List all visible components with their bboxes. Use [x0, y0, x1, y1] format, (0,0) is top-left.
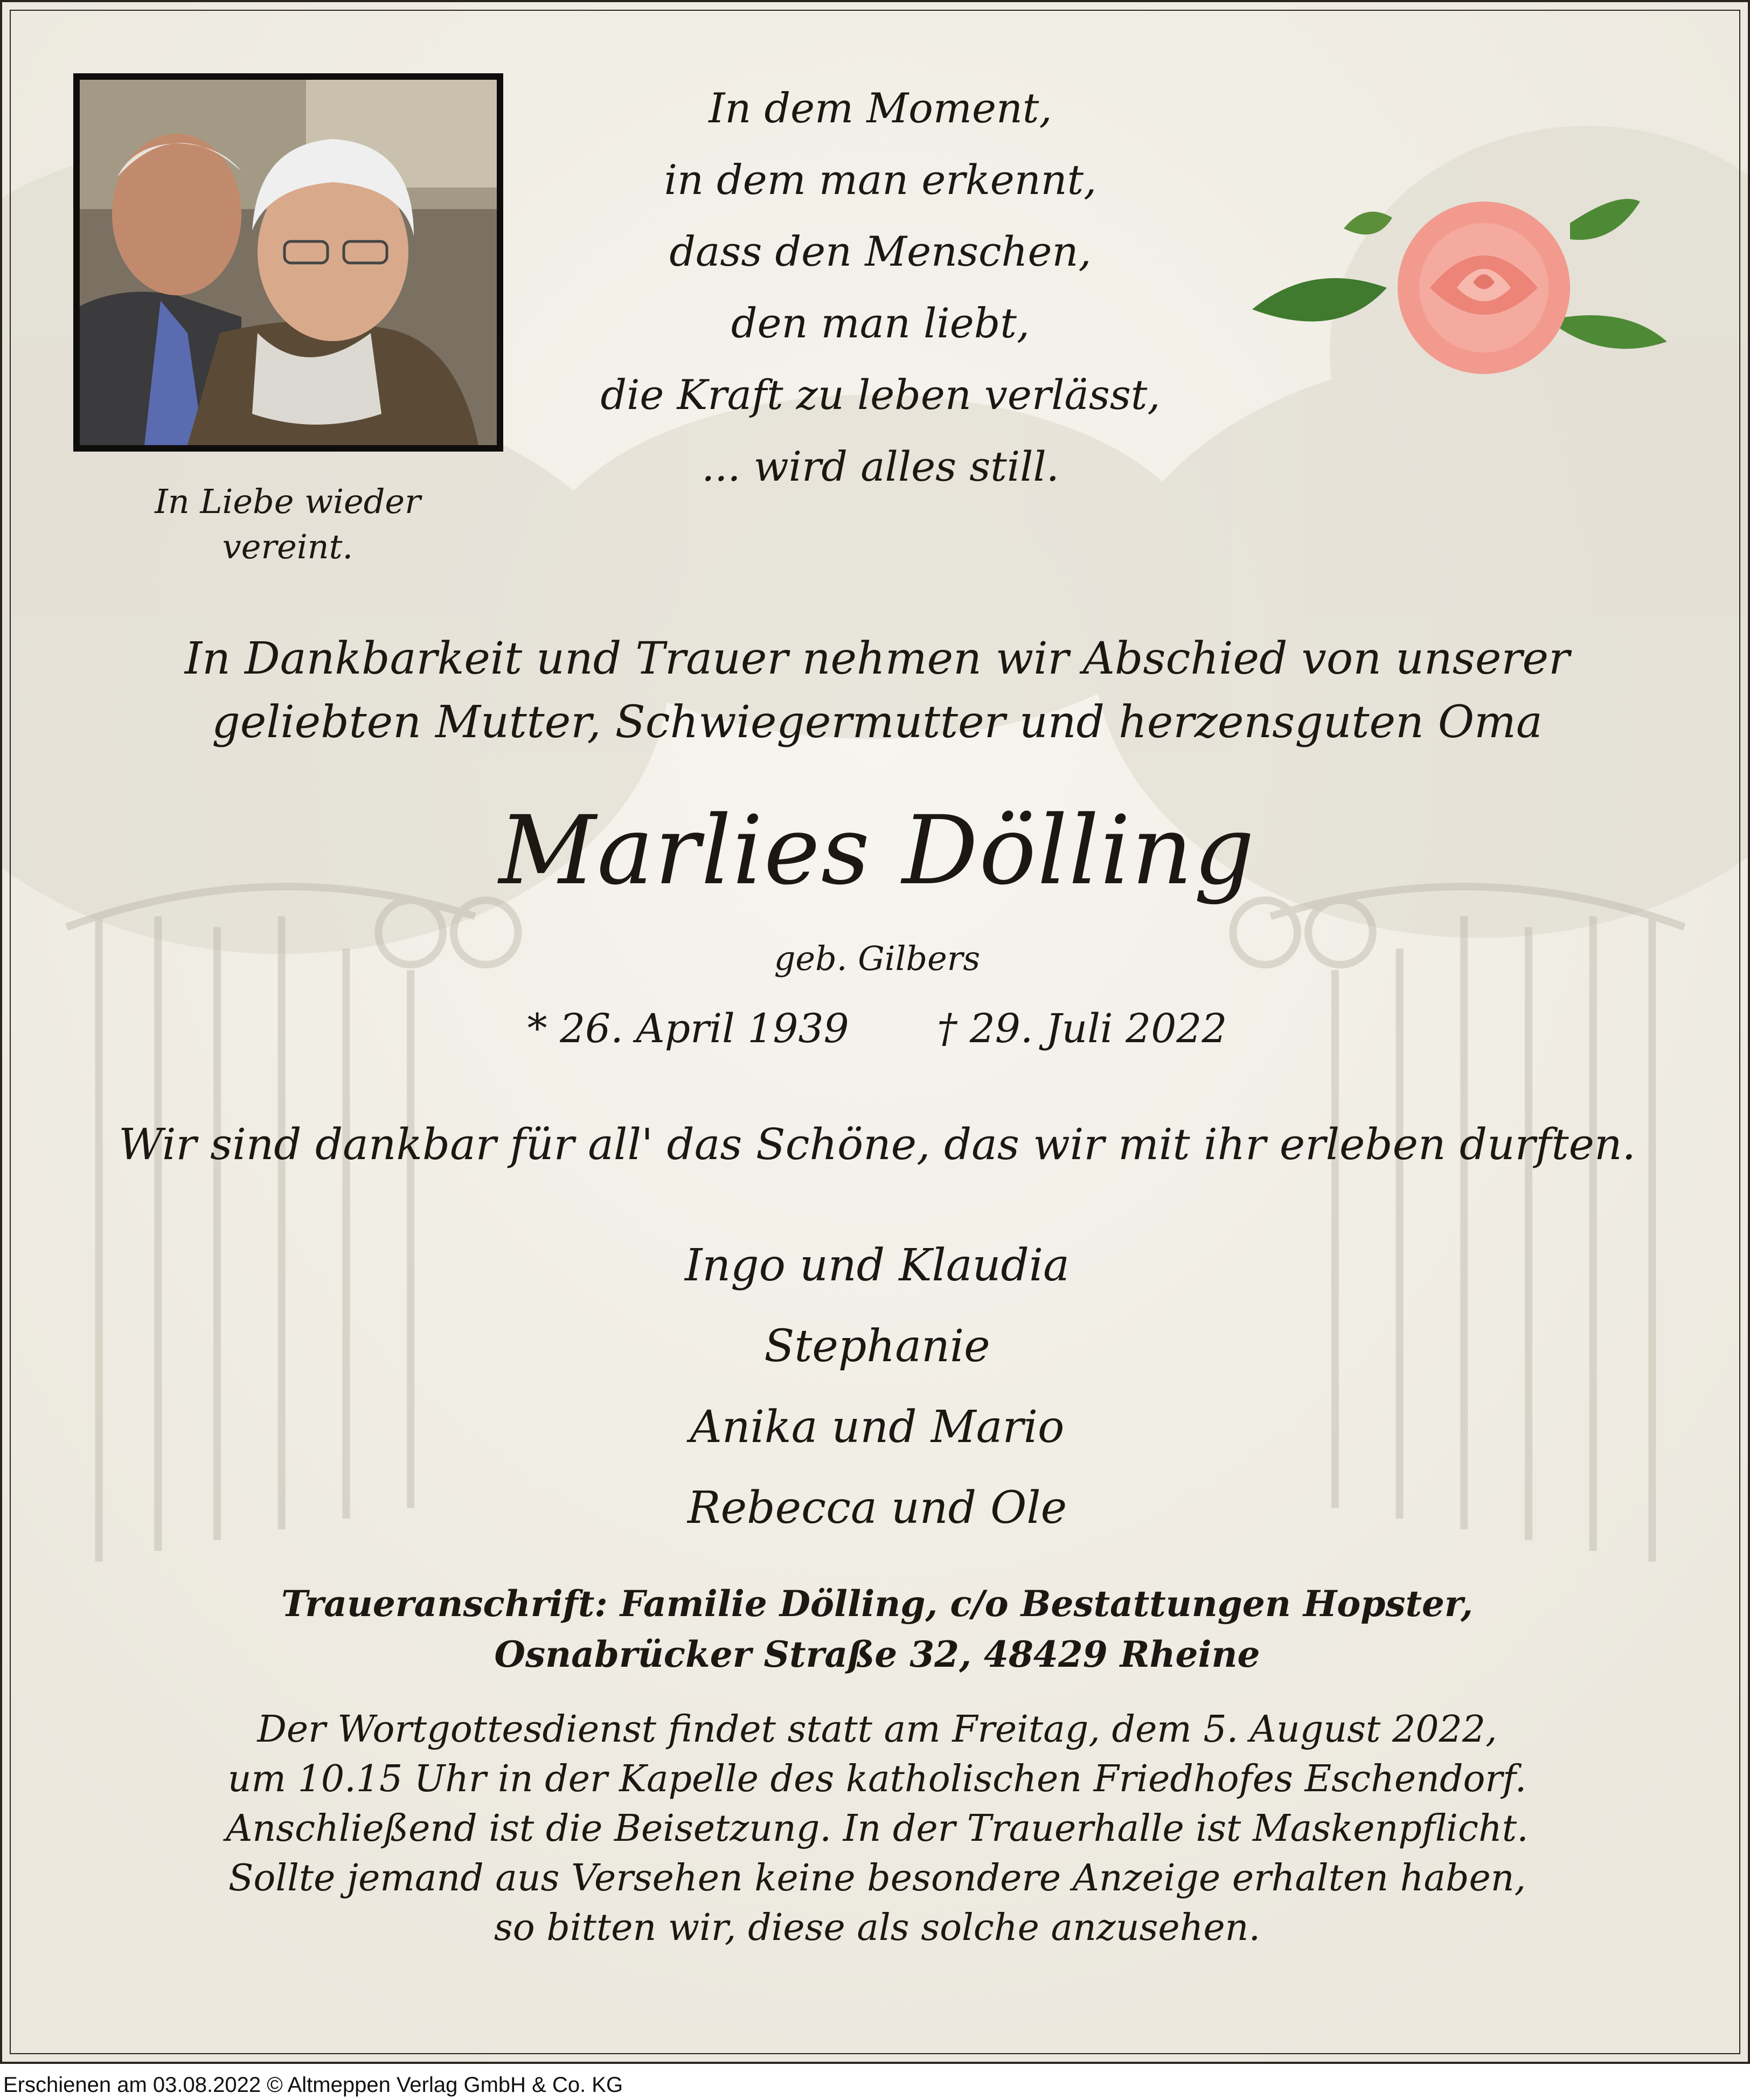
mourner-name: Stephanie — [764, 1321, 990, 1372]
service-line: um 10.15 Uhr in der Kapelle des katholischen Friedhofes Eschendorf. — [227, 1758, 1527, 1800]
address-line: Traueranschrift: Familie Dölling, c/o Bestattungen Hopster, — [281, 1583, 1473, 1625]
poem — [530, 72, 1231, 502]
death-date: † 29. Juli 2022 — [937, 1006, 1227, 1052]
intro-text — [67, 627, 1688, 754]
photo-caption — [83, 479, 492, 570]
deceased-name: Marlies Dölling — [498, 795, 1256, 906]
address-line: Osnabrücker Straße 32, 48429 Rheine — [494, 1633, 1260, 1675]
service-line: Sollte jemand aus Versehen keine besondere Anzeige erhalten haben, — [228, 1857, 1526, 1900]
mourner-name: Rebecca und Ole — [687, 1482, 1067, 1534]
poem-line: den man liebt, — [731, 299, 1030, 347]
photo-caption-line: In Liebe wieder — [155, 482, 421, 521]
intro-line: geliebten Mutter, Schwiegermutter und herzensguten Oma — [212, 697, 1543, 748]
publication-footer: Erschienen am 03.08.2022 © Altmeppen Verlag GmbH & Co. KG — [3, 2073, 623, 2097]
birth-name: geb. Gilbers — [774, 939, 981, 978]
rose-icon — [1247, 180, 1672, 385]
service-line: Der Wortgottesdienst findet statt am Freitag, dem 5. August 2022, — [257, 1708, 1497, 1751]
birth-date: * 26. April 1939 — [527, 1006, 849, 1052]
mourner-name: Ingo und Klaudia — [684, 1240, 1070, 1291]
poem-line: in dem man erkennt, — [664, 156, 1097, 204]
poem-line: die Kraft zu leben verlässt, — [600, 371, 1161, 419]
service-info — [56, 1705, 1698, 1953]
couple-photo — [73, 73, 503, 452]
poem-line: ... wird alles still. — [702, 442, 1059, 490]
poem-line: In dem Moment, — [709, 84, 1052, 132]
mourners-list — [2, 1225, 1750, 1549]
mourner-name: Anika und Mario — [690, 1402, 1065, 1453]
photo-caption-line: vereint. — [222, 527, 353, 566]
service-line: so bitten wir, diese als solche anzusehen. — [494, 1907, 1261, 1949]
intro-line: In Dankbarkeit und Trauer nehmen wir Abschied von unserer — [184, 633, 1570, 684]
poem-line: dass den Menschen, — [669, 227, 1092, 275]
notice-content — [2, 2, 1748, 2062]
gratitude-text: Wir sind dankbar für all' das Schöne, das wir mit ihr erleben durften. — [119, 1119, 1636, 1169]
service-line: Anschließend ist die Beisetzung. In der Trauerhalle ist Maskenpflicht. — [226, 1807, 1529, 1850]
life-dates — [2, 1002, 1750, 1056]
mourning-address — [56, 1578, 1698, 1680]
